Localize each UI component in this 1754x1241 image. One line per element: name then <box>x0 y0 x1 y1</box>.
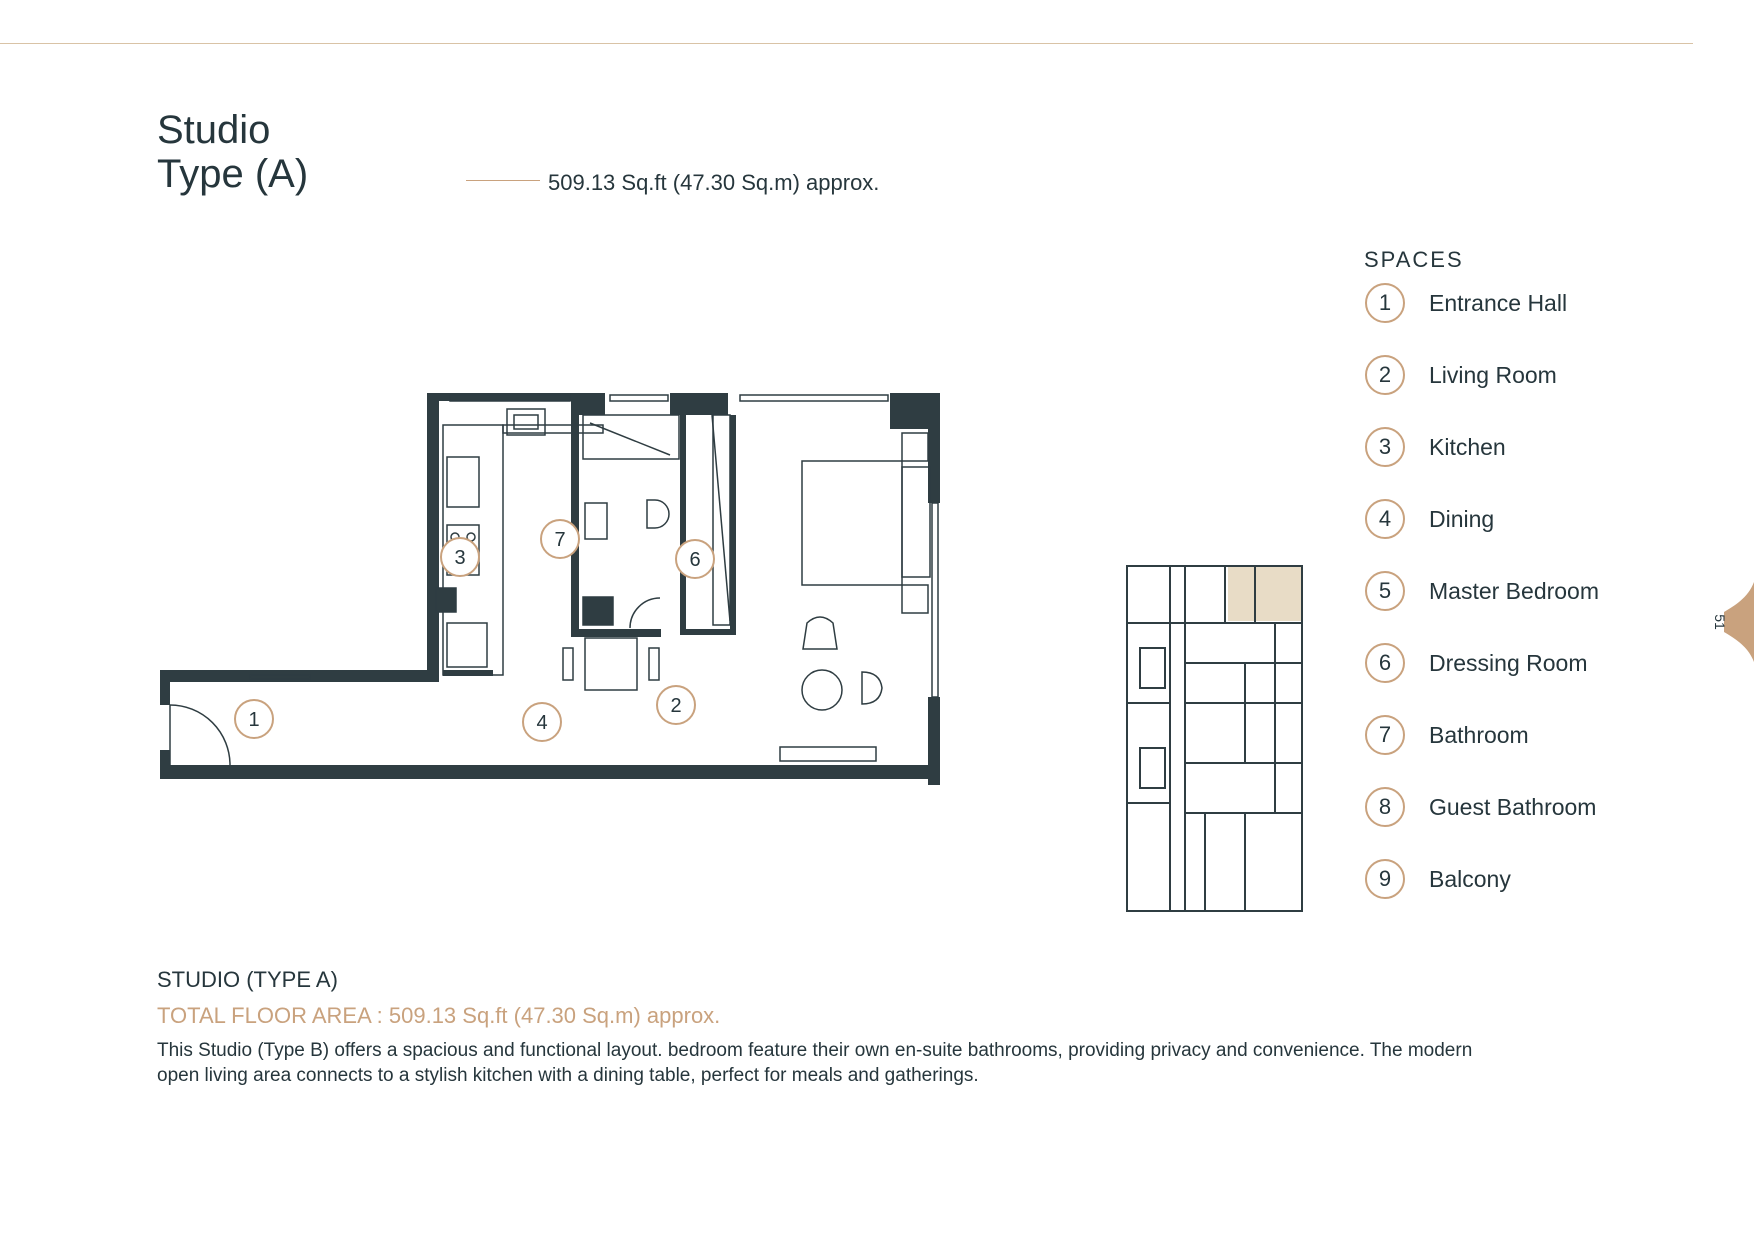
page-title <box>157 108 308 196</box>
legend-label: Dining <box>1429 505 1495 532</box>
plan-marker-label-7: 7 <box>554 529 566 551</box>
title-line-2: Type (A) <box>157 152 309 196</box>
legend-label: Master Bedroom <box>1429 577 1600 604</box>
legend-number: 8 <box>1365 787 1405 827</box>
legend-label: Entrance Hall <box>1429 289 1568 316</box>
title-line-1: Studio <box>157 108 271 152</box>
page-number: 51 <box>1711 614 1728 630</box>
legend-item-dressing-room <box>1365 640 1588 686</box>
plan-marker-label-6: 6 <box>689 549 701 571</box>
legend-item-dining <box>1365 496 1494 542</box>
legend-number: 7 <box>1365 715 1405 755</box>
legend-label: Guest Bathroom <box>1429 793 1597 820</box>
floor-plan <box>150 385 980 785</box>
legend-item-living-room <box>1365 352 1557 398</box>
legend-label: Kitchen <box>1429 433 1506 460</box>
legend-item-kitchen <box>1365 424 1506 470</box>
legend-number: 5 <box>1365 571 1405 611</box>
key-plan-highlight <box>1228 566 1302 621</box>
legend-item-master-bedroom <box>1365 568 1599 614</box>
legend-number: 9 <box>1365 859 1405 899</box>
legend-label: Balcony <box>1429 865 1511 892</box>
unit-heading: STUDIO (TYPE A) <box>157 967 338 992</box>
top-divider <box>0 43 1693 44</box>
legend-item-bathroom <box>1365 712 1529 758</box>
unit-description: This Studio (Type B) offers a spacious and functional layout. bedroom feature their own en-suite bathrooms, providing privacy and convenience. The modern open living area connects to a stylish kitchen with a dining table, perfect for meals and gatherings. <box>157 1040 1473 1086</box>
legend-number: 2 <box>1365 355 1405 395</box>
legend-item-balcony <box>1365 856 1511 902</box>
legend-number: 3 <box>1365 427 1405 467</box>
legend-label: Dressing Room <box>1429 649 1588 676</box>
legend-label: Living Room <box>1429 361 1557 388</box>
legend-number: 6 <box>1365 643 1405 683</box>
total-floor-area: TOTAL FLOOR AREA : 509.13 Sq.ft (47.30 Sq.m) approx. <box>157 1003 721 1028</box>
legend-number: 4 <box>1365 499 1405 539</box>
area-label: 509.13 Sq.ft (47.30 Sq.m) approx. <box>548 170 880 195</box>
key-plan <box>1125 563 1305 913</box>
plan-marker-label-3: 3 <box>454 547 466 569</box>
plan-marker-label-2: 2 <box>670 695 682 717</box>
legend-item-entrance-hall <box>1365 280 1567 326</box>
legend-label: Bathroom <box>1429 721 1529 748</box>
spaces-title: SPACES <box>1364 247 1464 272</box>
area-accent-line <box>466 180 540 181</box>
legend-item-guest-bathroom <box>1365 784 1596 830</box>
plan-marker-label-4: 4 <box>536 712 548 734</box>
legend-number: 1 <box>1365 283 1405 323</box>
plan-marker-label-1: 1 <box>248 709 260 731</box>
